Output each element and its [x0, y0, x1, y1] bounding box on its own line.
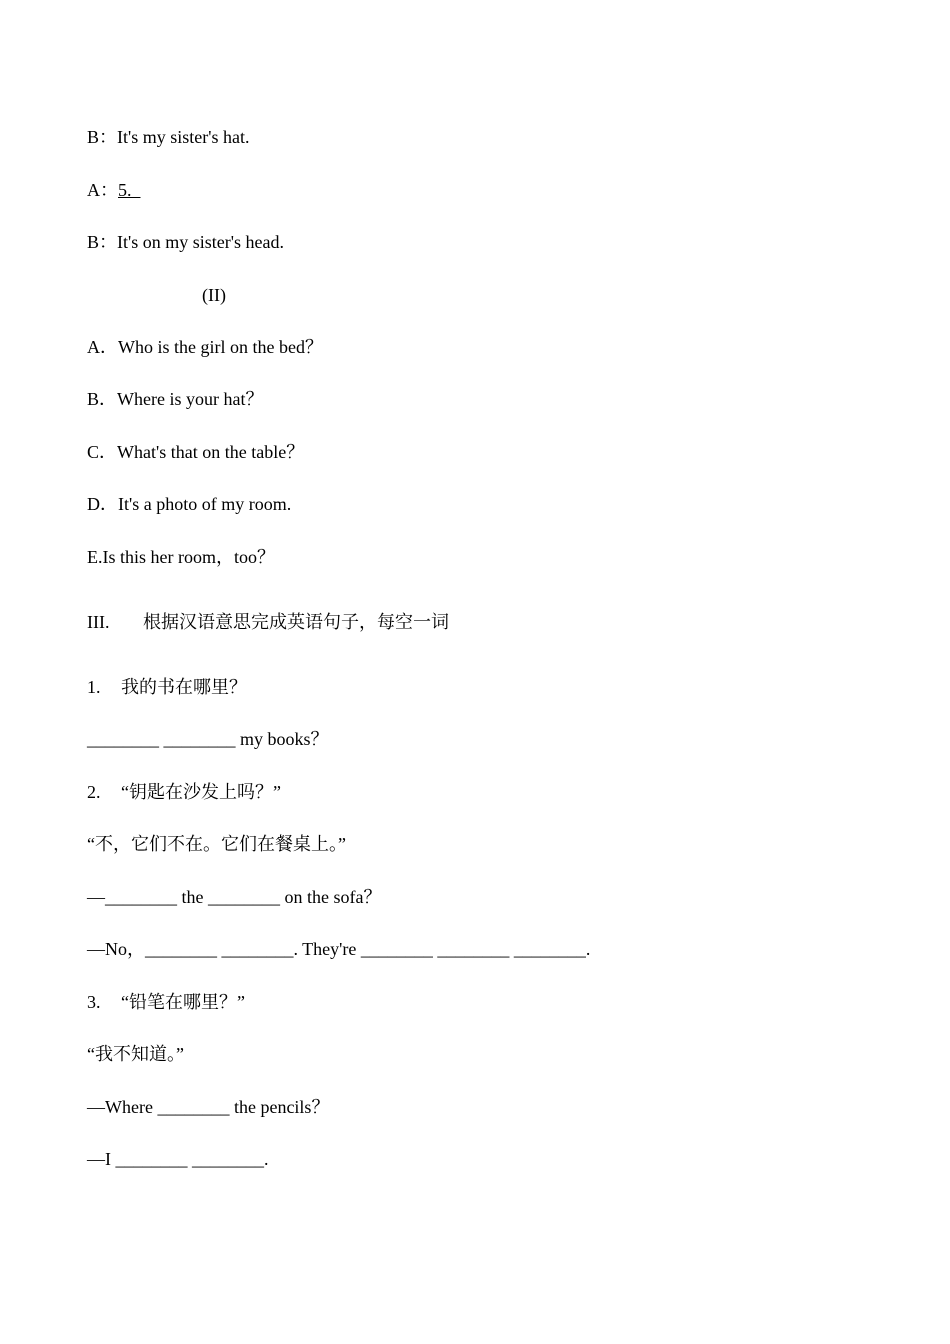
q1-chinese: 我的书在哪里？: [121, 677, 247, 697]
q1-english: ________ ________ my books？: [87, 729, 329, 749]
q2-english-1: —________ the ________ on the sofa？: [87, 887, 382, 907]
q1-chinese-line: [87, 676, 247, 698]
option-c: C．What's that on the table？: [87, 442, 305, 462]
q2-chinese-1: “钥匙在沙发上吗？”: [121, 782, 281, 802]
dialog-line-b-hat: B：It's my sister's hat.: [87, 127, 250, 147]
answer-blank-5: 5.: [118, 180, 141, 200]
q3-english-2: —I ________ ________.: [87, 1149, 269, 1169]
q2-english-2: —No，________ ________. They're ________ ________ ________.: [87, 939, 591, 959]
dialog-line-a5: [87, 179, 141, 201]
q2-chinese-line-1: [87, 781, 281, 803]
section-3-number: III.: [87, 612, 110, 632]
section-3-title: 根据汉语意思完成英语句子，每空一词: [143, 612, 449, 632]
q1-number: 1.: [87, 677, 101, 697]
q3-chinese-2: “我不知道。”: [87, 1044, 184, 1064]
q3-number: 3.: [87, 992, 101, 1012]
section-2-heading: (II): [202, 285, 226, 305]
option-a: A．Who is the girl on the bed？: [87, 337, 323, 357]
q3-chinese-line-1: [87, 991, 245, 1013]
section-3-heading: [87, 611, 449, 633]
q2-number: 2.: [87, 782, 101, 802]
dialog-line-b-head: B：It's on my sister's head.: [87, 232, 284, 252]
speaker-label: A：: [87, 180, 118, 200]
option-e: E.Is this her room，too？: [87, 547, 275, 567]
option-b: B．Where is your hat？: [87, 389, 264, 409]
q3-english-1: —Where ________ the pencils？: [87, 1097, 330, 1117]
q3-chinese-1: “铅笔在哪里？”: [121, 992, 245, 1012]
q2-chinese-2: “不，它们不在。它们在餐桌上。”: [87, 834, 346, 854]
option-d: D．It's a photo of my room.: [87, 494, 292, 514]
